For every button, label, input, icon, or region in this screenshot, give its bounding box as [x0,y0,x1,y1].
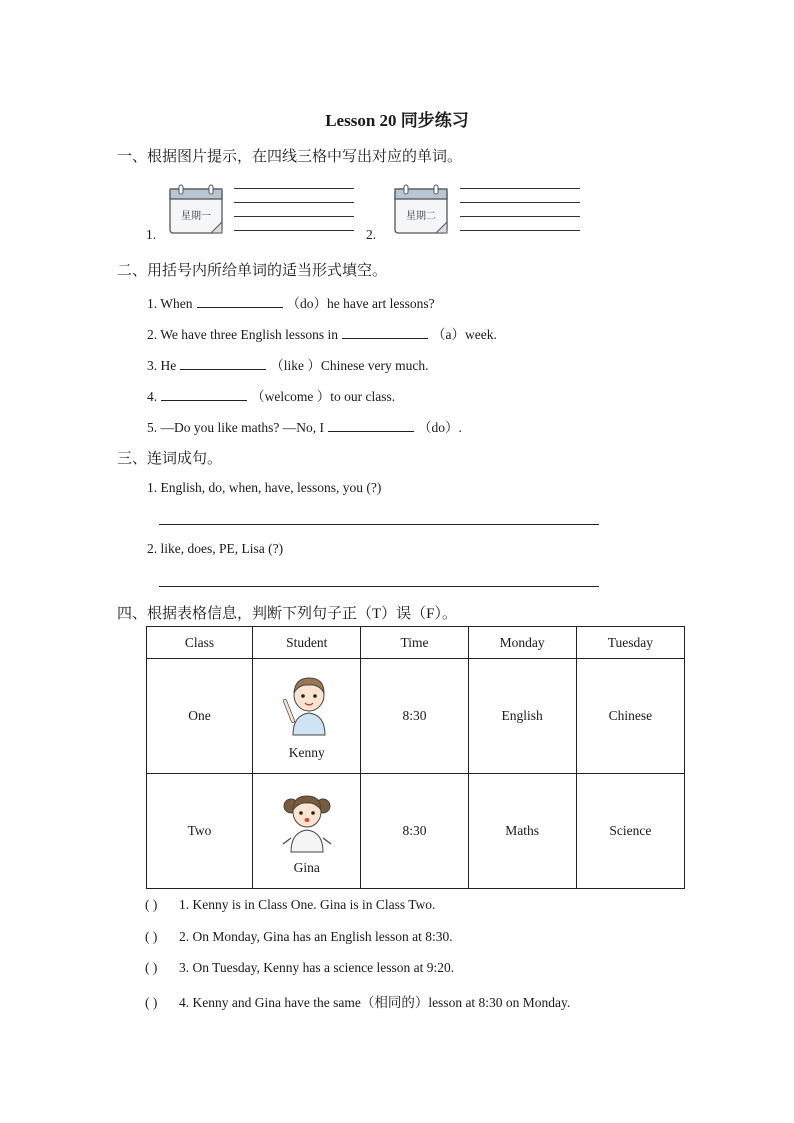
s1-item-1-number: 1. [146,227,157,242]
four-line-grid-1[interactable] [234,188,354,244]
judgment-4: ( ) 4. Kenny and Gina have the same（相同的）lesson at 8:30 on Monday. [145,995,571,1010]
answer-blank-4[interactable] [161,387,247,401]
section-2-heading: 二、用括号内所给单词的适当形式填空。 [117,263,388,279]
cell-class: Two [147,774,253,889]
calendar-monday-label: 星期一 [181,211,211,222]
section-1-heading: 一、根据图片提示，在四线三格中写出对应的单词。 [117,149,463,165]
s3-question-1: 1. English, do, when, have, lessons, you (?) [147,480,382,495]
header-monday: Monday [468,627,576,659]
cell-student [253,774,361,889]
judgment-answer-box[interactable]: ( ) [145,995,158,1010]
s2-question-4: 4. （welcome ）to our class. [147,389,396,404]
student-name: Gina [293,860,320,875]
s2-question-5: 5. —Do you like maths? —No, I （do）. [147,420,462,435]
judgment-3: ( ) 3. On Tuesday, Kenny has a science lesson at 9:20. [145,960,455,975]
judgment-answer-box[interactable]: ( ) [145,897,158,912]
section-4-heading: 四、根据表格信息，判断下列句子正（T）误（F）。 [117,606,458,622]
s3-answer-line-2[interactable] [159,586,599,587]
cell-monday: Maths [468,774,576,889]
cell-student [253,659,361,774]
four-line-grid-2[interactable] [460,188,580,244]
cell-time: 8:30 [361,659,468,774]
calendar-tuesday-icon [392,184,450,241]
girl-avatar-icon [279,790,335,856]
cell-class: One [147,659,253,774]
answer-blank-1[interactable] [197,294,283,308]
answer-blank-5[interactable] [328,418,414,432]
table-row [147,774,685,889]
judgment-2: ( ) 2. On Monday, Gina has an English lesson at 8:30. [145,929,453,944]
judgment-answer-box[interactable]: ( ) [145,929,158,944]
section-3-heading: 三、连词成句。 [117,451,223,467]
s3-answer-line-1[interactable] [159,524,599,525]
s2-question-3: 3. He （like ）Chinese very much. [147,358,429,373]
cell-time: 8:30 [361,774,468,889]
answer-blank-3[interactable] [180,356,266,370]
boy-avatar-icon [279,675,335,741]
schedule-table [146,626,685,889]
s2-question-1: 1. When （do）he have art lessons? [147,296,435,311]
cell-tuesday: Chinese [576,659,684,774]
judgment-1: ( ) 1. Kenny is in Class One. Gina is in Class Two. [145,897,436,912]
calendar-tuesday-label: 星期二 [406,211,436,222]
student-name: Kenny [288,745,325,760]
calendar-monday-icon [167,184,225,241]
judgment-answer-box[interactable]: ( ) [145,960,158,975]
s1-item-2-number: 2. [366,227,377,242]
answer-blank-2[interactable] [342,325,428,339]
s2-question-2: 2. We have three English lessons in （a）week. [147,327,497,342]
header-tuesday: Tuesday [576,627,684,659]
cell-tuesday: Science [576,774,684,889]
header-class: Class [147,627,253,659]
cell-monday: English [468,659,576,774]
table-header-row [147,627,685,659]
header-student: Student [253,627,361,659]
header-time: Time [361,627,468,659]
table-row [147,659,685,774]
s3-question-2: 2. like, does, PE, Lisa (?) [147,541,284,556]
page-title: Lesson 20 同步练习 [325,111,469,130]
